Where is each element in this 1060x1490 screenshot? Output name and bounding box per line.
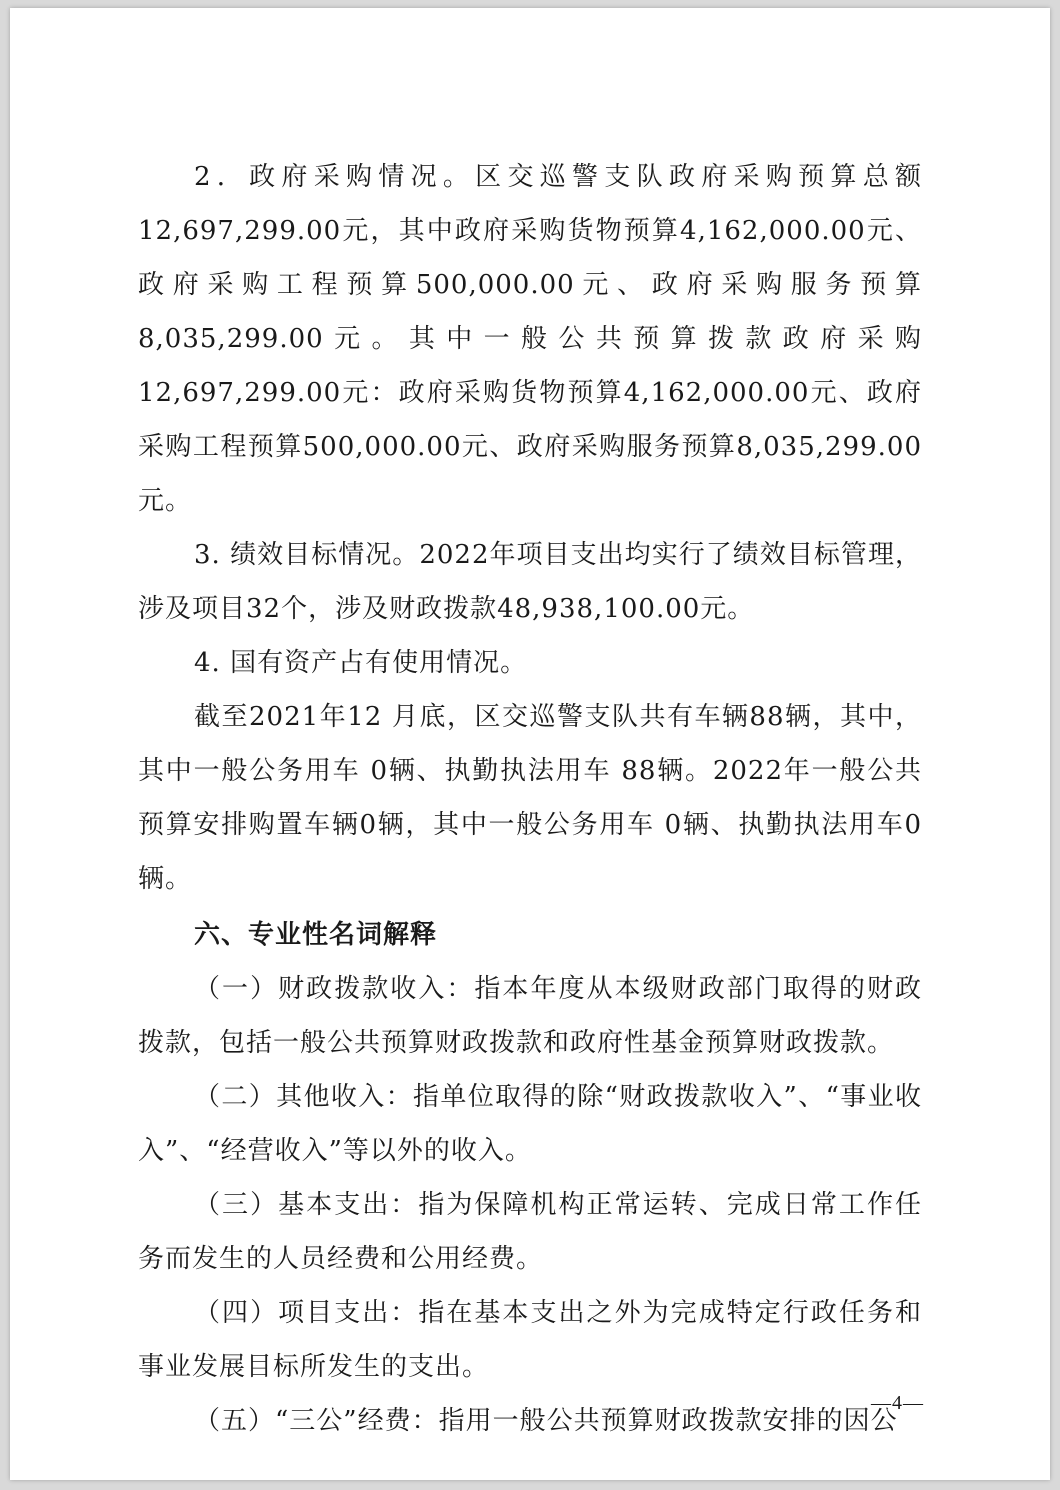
section-heading: 六、专业性名词解释 [194, 920, 438, 950]
document-page [10, 8, 1050, 1480]
definition-item: （三）基本支出：指为保障机构正常运转、完成日常工作任务而发生的人员经费和公用经费。 [138, 1190, 922, 1274]
definition-item: （四）项目支出：指在基本支出之外为完成特定行政任务和事业发展目标所发生的支出。 [138, 1298, 922, 1382]
paragraph-performance-goals: 3. 绩效目标情况。2022年项目支出均实行了绩效目标管理，涉及项目32个，涉及财政拨款48,938,100.00元。 [138, 540, 922, 624]
page-number: —4— [871, 1392, 924, 1414]
definition-item: （五）“三公”经费：指用一般公共预算财政拨款安排的因公 [194, 1406, 898, 1436]
definition-item: （二）其他收入：指单位取得的除“财政拨款收入”、“事业收入”、“经营收入”等以外的收入。 [138, 1082, 922, 1166]
document-body [138, 150, 922, 1448]
paragraph-state-assets-title: 4. 国有资产占有使用情况。 [194, 648, 528, 678]
paragraph-vehicles: 截至2021年12 月底，区交巡警支队共有车辆88辆，其中，其中一般公务用车 0辆、执勤执法用车 88辆。2022年一般公共预算安排购置车辆0辆，其中一般公务用车 0辆、执勤执法用车0辆。 [138, 702, 922, 894]
paragraph-procurement: 2．政府采购情况。区交巡警支队政府采购预算总额12,697,299.00元，其中政府采购货物预算4,162,000.00元、政府采购工程预算500,000.00元、政府采购服务预算8,035,299.00元。其中一般公共预算拨款政府采购12,697,299.00元：政府采购货物预算4,162,000.00元、政府采购工程预算500,000.00元、政府采购服务预算8,035,299.00元。 [138, 162, 922, 516]
definition-item: （一）财政拨款收入：指本年度从本级财政部门取得的财政拨款，包括一般公共预算财政拨款和政府性基金预算财政拨款。 [138, 974, 922, 1058]
